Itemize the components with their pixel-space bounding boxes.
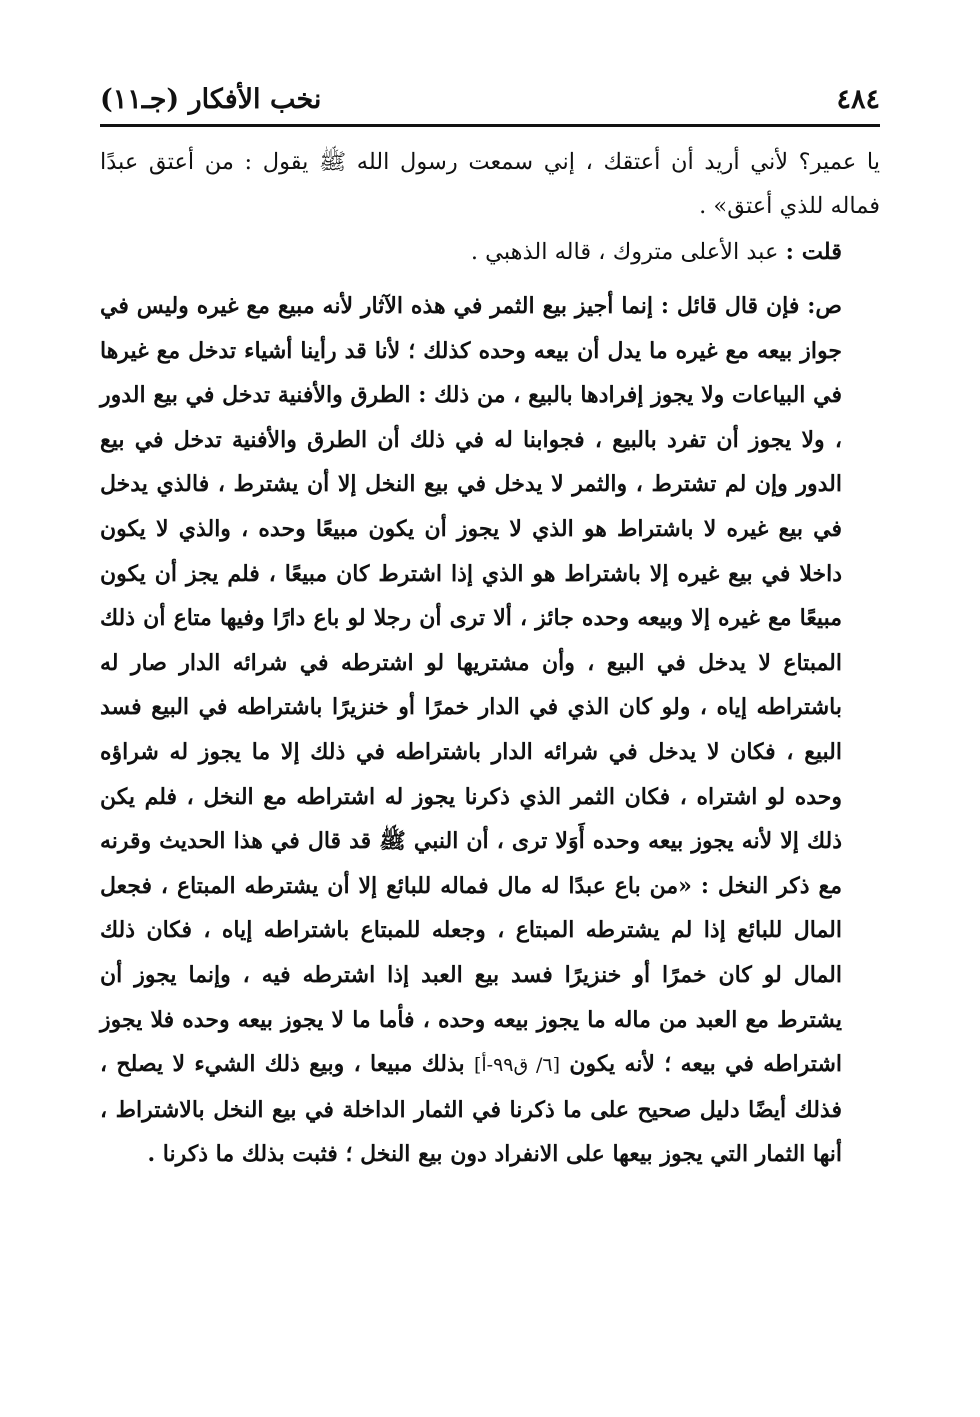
manuscript-page-reference: [٦/ ق٩٩-أ]	[473, 1054, 560, 1077]
hadith-end-paragraph: يا عمير؟ لأني أريد أن أعتقك ، إني سمعت رسول الله ﷺ يقول : من أعتق عبدًا فماله للذي أعتق» .	[100, 149, 880, 219]
note-paragraph	[100, 230, 880, 274]
note-text: عبد الأعلى متروك ، قاله الذهبي .	[470, 239, 786, 265]
main-text-part1: فإن قال قائل : إنما أجيز بيع الثمر في هذه الآثار لأنه مبيع مع غيره وليس في جواز بيعه مع غيره ما يدل أن بيعه وحده كذلك ؛ لأنا قد رأينا أشياء تدخل مع غيرها في البياعات ولا يجوز إفرادها بالبيع ، من ذلك : الطرق والأفنية تدخل في بيع الدور ، ولا يجوز أن تفرد بالبيع ، فجوابنا له في ذلك أن الطرق والأفنية تدخل في بيع الدور وإن لم تشترط ، والثمر لا يدخل في بيع النخل إلا أن يشترط ، فالذي يدخل في بيع غيره لا باشتراط هو الذي لا يجوز أن يكون مبيعًا وحده ، والذي لا يكون داخلا في بيع غيره إلا باشتراط هو الذي إذا اشترط كان مبيعًا ، فلم يجز أن يكون مبيعًا مع غيره إلا وبيعه وحده جائز ، ألا ترى أن رجلا لو باع دارًا وفيها متاع أن ذلك المبتاع لا يدخل في البيع ، وأن مشتريها لو اشترطه في شرائه الدار صار له باشتراطه إياه ، ولو كان الذي في الدار خمرًا أو خنزيرًا باشتراطه في البيع فسد البيع ، فكان لا يدخل في شرائه الدار باشتراطه في ذلك إلا ما يجوز له شراؤه وحده لو اشتراه ، فكان الثمر الذي ذكرنا يجوز له اشتراطه مع النخل ، فلم يكن ذلك إلا لأنه يجوز بيعه وحده أَوَلا ترى ، أن النبي ﷺ قد قال في هذا الحديث وقرنه مع ذكر النخل : «من باع عبدًا له مال فماله للبائع إلا أن يشترطه المبتاع ، فجعل المال للبائع إذا لم يشترطه المبتاع ، وجعله للمبتاع باشتراطه إياه ، فكان ذلك المال لو كان خمرًا أو خنزيرًا فسد بيع العبد إذا اشترطه فيه ، وإنما يجوز أن يشترط مع العبد من ماله ما يجوز بيعه وحده ، فأما ما لا يجوز بيعه وحده فلا يجوز اشتراطه في بيعه ؛ لأنه يكون	[100, 293, 842, 1078]
page-header	[100, 78, 880, 118]
body-text	[100, 140, 880, 1177]
header-rule	[100, 124, 880, 127]
note-lead: قلت :	[785, 239, 842, 265]
main-lead: ص:	[799, 293, 842, 319]
page-number: ٤٨٤	[836, 84, 880, 115]
main-paragraph	[100, 284, 880, 1177]
main-text-part2: بذلك مبيعا ، وبيع ذلك الشيء لا يصلح ، فذلك أيضًا دليل صحيح على ما ذكرنا في الثمار الداخلة في بيع النخل بالاشتراط ، أنها الثمار التي يجوز بيعها على الانفراد دون بيع النخل ؛ فثبت بذلك ما ذكرنا .	[100, 1051, 842, 1168]
book-title: نخب الأفكار (جـ١١)	[100, 84, 322, 115]
